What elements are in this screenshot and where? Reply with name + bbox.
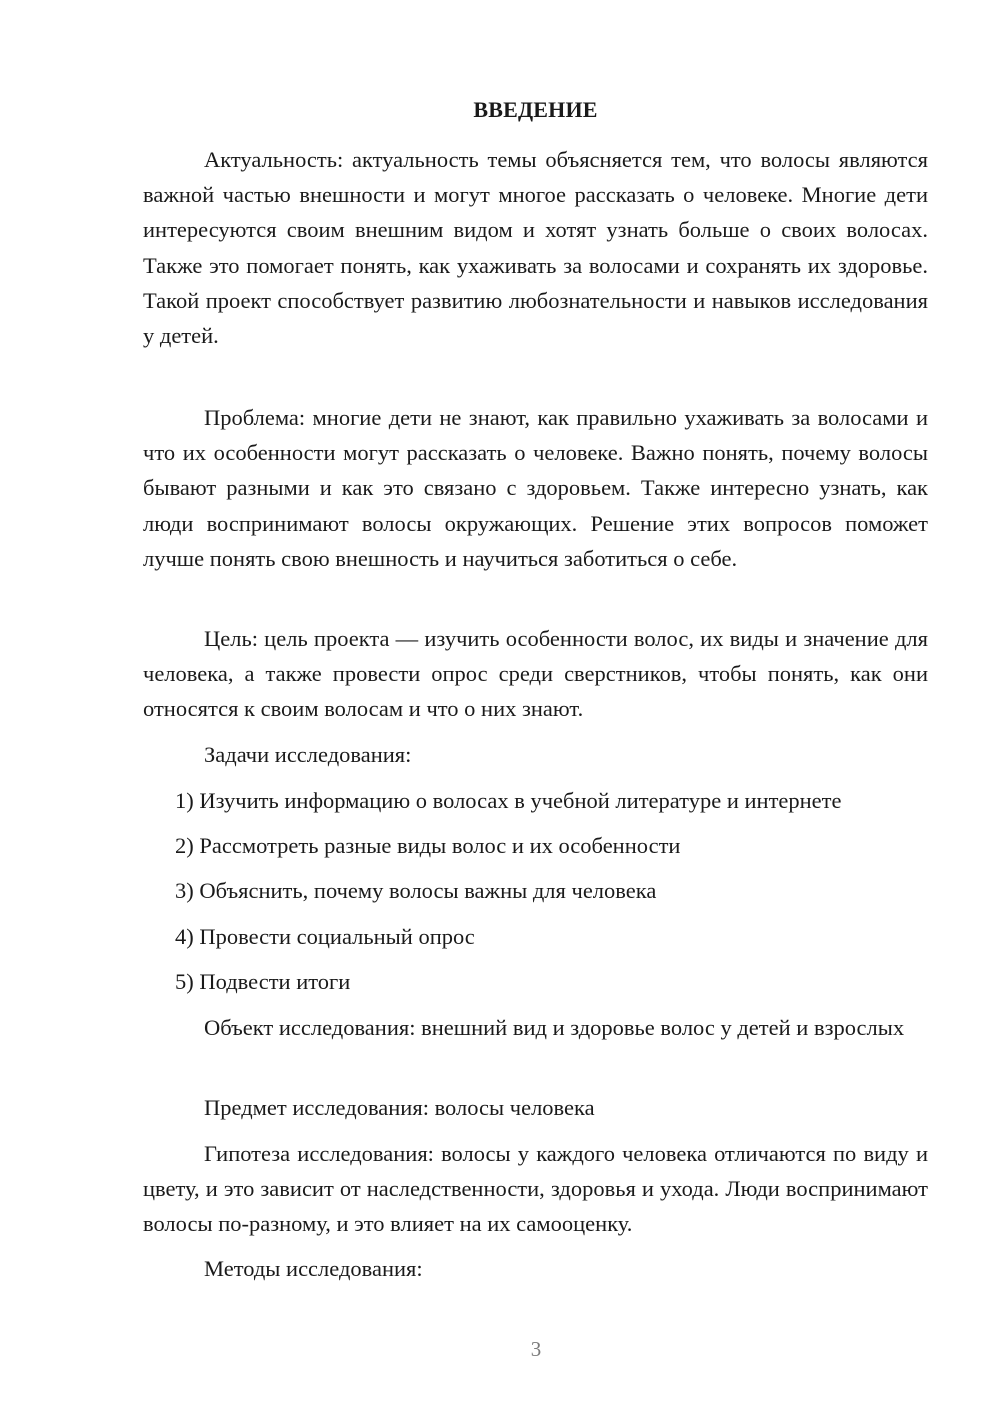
task-item-2: 2) Рассмотреть разные виды волос и их особенности [175, 833, 681, 858]
relevance-paragraph: Актуальность: актуальность темы объясняется тем, что волосы являются важной частью внешности и могут многое рассказать о человеке. Многие дети интересуются своим внешним видом и хотят узнать больше о своих волосах. Также это помогает понять, как ухаживать за волосами и сохранять их здоровье. Такой проект способствует развитию любознательности и навыков исследования у детей. [143, 147, 928, 349]
object-paragraph: Объект исследования: внешний вид и здоровье волос у детей и взрослых [204, 1015, 905, 1040]
problem-paragraph: Проблема: многие дети не знают, как правильно ухаживать за волосами и что их особенности могут рассказать о человеке. Важно понять, почему волосы бывают разными и как это связано с здоровьем. Также интересно узнать, как люди воспринимают волосы окружающих. Решение этих вопросов поможет лучше понять свою внешность и научиться заботиться о себе. [143, 405, 928, 571]
section-title: ВВЕДЕНИЕ [473, 97, 598, 122]
tasks-heading: Задачи исследования: [204, 742, 412, 767]
hypothesis-paragraph: Гипотеза исследования: волосы у каждого человека отличаются по виду и цвету, и это зависит от наследственности, здоровья и ухода. Люди воспринимают волосы по-разному, и это влияет на их самооценку. [143, 1141, 928, 1237]
task-item-5: 5) Подвести итоги [175, 969, 351, 994]
page-number: 3 [530, 1337, 542, 1361]
goal-paragraph: Цель: цель проекта — изучить особенности волос, их виды и значение для человека, а также провести опрос среди сверстников, чтобы понять, как они относятся к своим волосам и что о них знают. [143, 626, 928, 722]
subject-paragraph: Предмет исследования: волосы человека [204, 1095, 595, 1120]
task-item-1: 1) Изучить информацию о волосах в учебной литературе и интернете [175, 788, 842, 813]
task-item-3: 3) Объяснить, почему волосы важны для человека [175, 878, 657, 903]
methods-heading: Методы исследования: [204, 1256, 423, 1281]
task-item-4: 4) Провести социальный опрос [175, 924, 475, 949]
